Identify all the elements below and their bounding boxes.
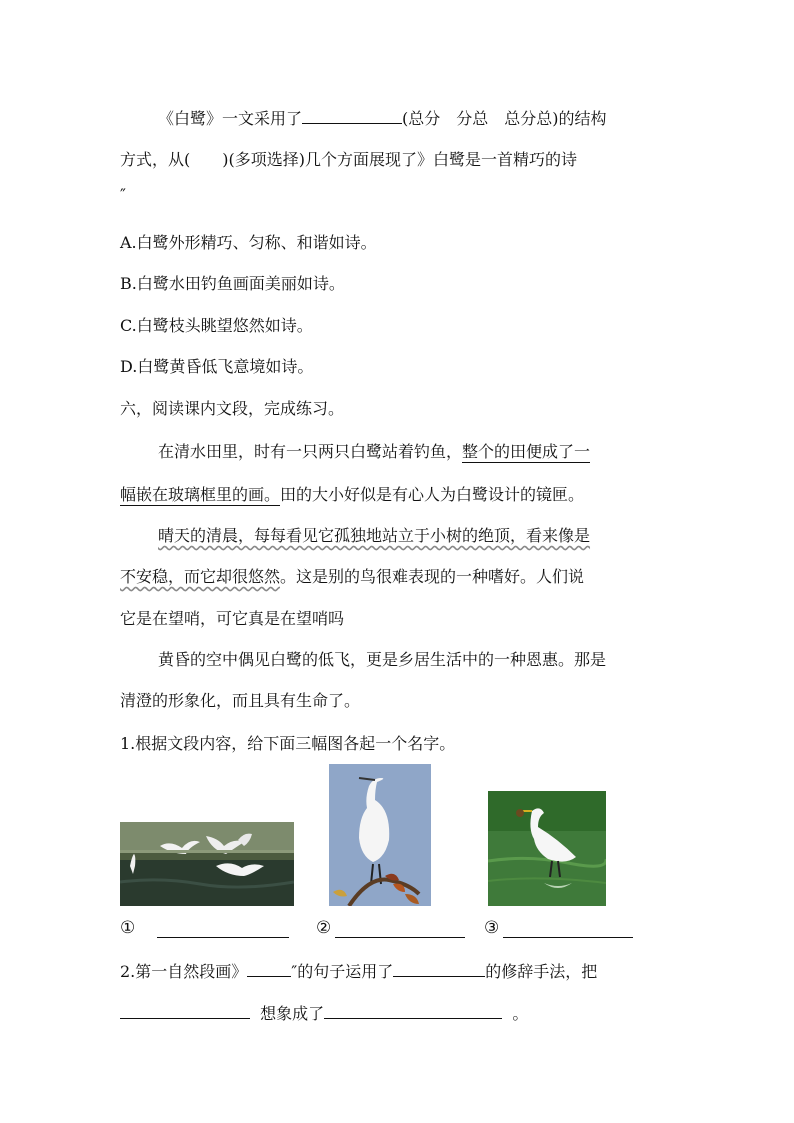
q5-option-d: D.白鹭黄昏低飞意境如诗。	[120, 357, 314, 376]
p1-text-a: 在清水田里，时有一只两只白鹭站着钓鱼，	[158, 442, 463, 461]
photo-label-1: ①	[120, 918, 136, 938]
passage-p2-line-3: 它是在望哨，可它真是在望哨吗	[120, 609, 345, 628]
q5-option-a: A.白鹭外形精巧、匀称、和谐如诗。	[120, 233, 377, 252]
q2-blank-4[interactable]	[324, 1002, 502, 1019]
p2-wavy-1: 晴天的清晨，每每看见它孤独地站立于小树的绝顶，看来像是	[158, 526, 591, 545]
p1-underlined-2: 幅嵌在玻璃框里的画。	[120, 485, 281, 504]
q2-text-e: 。	[512, 1004, 529, 1023]
q5-stem-a: 《白鹭》一文采用了	[158, 109, 303, 128]
photo-1-answer-line[interactable]	[157, 936, 289, 938]
q2-blank-1[interactable]	[247, 960, 291, 977]
q2-text-a: 2.第一自然段画》	[120, 962, 248, 981]
q2-text-b: ″的句子运用了	[291, 962, 394, 981]
p2-wavy-2: 不安稳，而它却很悠然	[120, 567, 281, 586]
q2-text-c: 的修辞手法，把	[485, 962, 598, 981]
passage-p3-line-1: 黄昏的空中偶见白鹭的低飞，更是乡居生活中的一种恩惠。那是	[158, 650, 607, 669]
q5-stem-b: (总分 分总 总分总)的结构	[402, 109, 607, 128]
q2-line-2	[120, 1002, 528, 1025]
photo-label-3: ③	[484, 918, 500, 938]
photo-label-2: ②	[316, 918, 332, 938]
photo-3-answer-line[interactable]	[503, 936, 633, 938]
q5-option-c: C.白鹭枝头眺望悠然如诗。	[120, 316, 313, 335]
q5-answer-blank[interactable]	[302, 107, 402, 124]
passage-p2-line-1	[158, 525, 590, 547]
passage-p1-line-1	[158, 441, 590, 463]
passage-p1-line-2	[120, 484, 584, 506]
egret-perched-photo	[329, 764, 431, 906]
passage-p2-line-2	[120, 566, 584, 588]
p2-text-b: 。这是别的鸟很难表现的一种嗜好。人们说	[280, 567, 585, 586]
q5-stem-c: 方式，从( )(多项选择)几个方面展现了》白鹭是一首精巧的诗	[120, 150, 577, 169]
q2-text-d: 想象成了	[260, 1004, 325, 1023]
q2-line-1	[120, 960, 597, 983]
egrets-flying-photo	[120, 822, 294, 906]
photo-2-answer-line[interactable]	[335, 936, 465, 938]
p1-text-b: 田的大小好似是有心人为白鹭设计的镜匣。	[280, 485, 585, 504]
section6-title: 六，阅读课内文段，完成练习。	[120, 399, 345, 418]
p1-underlined-1: 整个的田便成了一	[462, 442, 591, 461]
passage-p3-line-2: 清澄的形象化，而且具有生命了。	[120, 691, 361, 710]
q2-blank-3[interactable]	[120, 1002, 250, 1019]
egret-fishing-photo	[488, 791, 606, 906]
q5-stem-d: ″	[120, 185, 126, 204]
q5-stem-line-1	[158, 107, 607, 130]
q2-blank-2[interactable]	[393, 960, 485, 977]
q5-option-b: B.白鹭水田钓鱼画面美丽如诗。	[120, 274, 345, 293]
q1-text: 1.根据文段内容，给下面三幅图各起一个名字。	[120, 734, 456, 753]
